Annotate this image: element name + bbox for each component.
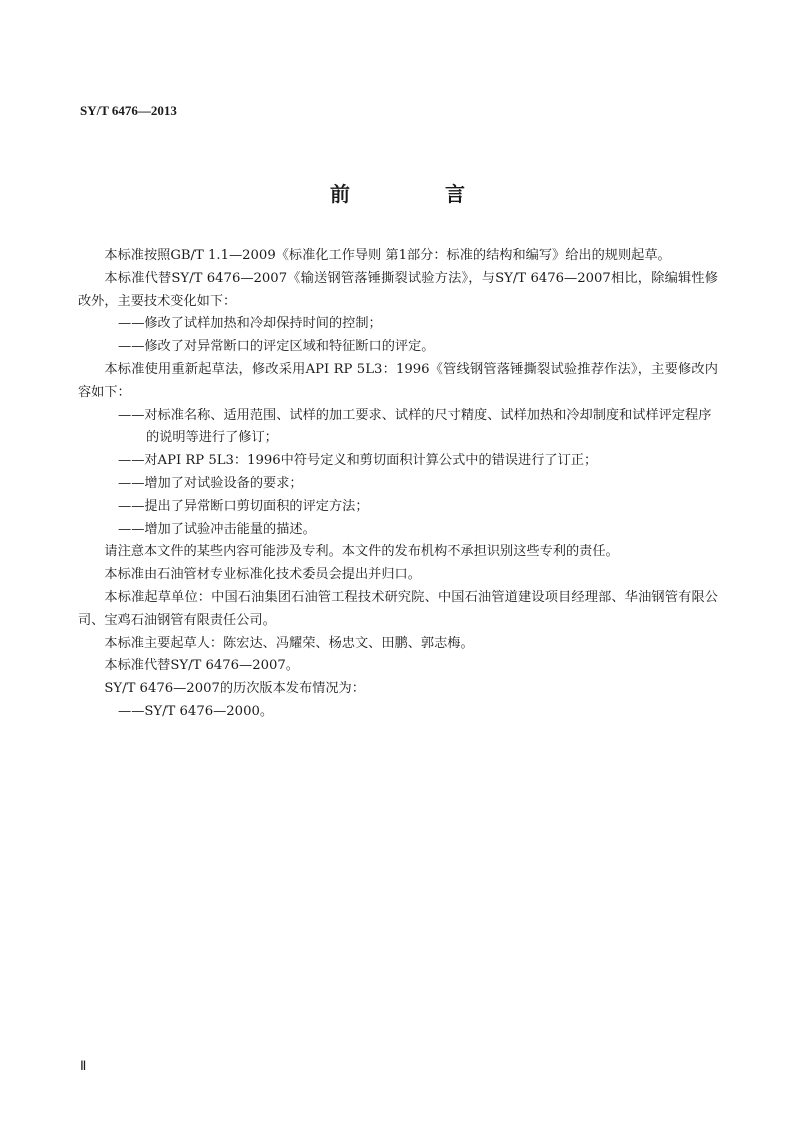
paragraph: SY/T 6476—2007的历次版本发布情况为： <box>104 681 365 697</box>
list-item: ——SY/T 6476—2000。 <box>118 703 274 719</box>
paragraph: 本标准代替SY/T 6476—2007《输送钢管落锤撕裂试验方法》，与SY/T 6476—2007相比，除编辑性修改外，主要技术变化如下： <box>78 270 718 309</box>
paragraph: 本标准起草单位：中国石油集团石油管工程技术研究院、中国石油管道建设项目经理部、华油钢管有限公司、宝鸡石油钢管有限责任公司。 <box>78 589 718 628</box>
paragraph: 请注意本文件的某些内容可能涉及专利。本文件的发布机构不承担识别这些专利的责任。 <box>104 544 619 560</box>
paragraph: 本标准主要起草人：陈宏达、冯耀荣、杨忠文、田鹏、郭志梅。 <box>104 635 474 651</box>
list-item: ——对API RP 5L3：1996中符号定义和剪切面积计算公式中的错误进行了订正； <box>118 453 598 469</box>
list-item: ——对标准名称、适用范围、试样的加工要求、试样的尺寸精度、试样加热和冷却制度和试样评定程序的说明等进行了修订； <box>118 407 712 446</box>
foreword-body <box>78 245 718 724</box>
page-number: Ⅱ <box>80 1058 87 1073</box>
list-item: ——修改了对异常断口的评定区域和特征断口的评定。 <box>118 339 435 355</box>
paragraph: 本标准按照GB/T 1.1—2009《标准化工作导则 第1部分：标准的结构和编写》给出的规则起草。 <box>104 248 671 263</box>
paragraph: 本标准由石油管材专业标准化技术委员会提出并归口。 <box>104 567 421 583</box>
list-item: ——修改了试样加热和冷却保持时间的控制； <box>118 316 382 332</box>
list-item: ——增加了试验冲击能量的描述。 <box>118 521 316 537</box>
page-title: 前 言 <box>330 182 509 206</box>
list-item: ——提出了异常断口剪切面积的评定方法； <box>118 498 369 514</box>
paragraph: 本标准代替SY/T 6476—2007。 <box>104 658 299 674</box>
list-item: ——增加了对试验设备的要求； <box>118 475 303 491</box>
paragraph: 本标准使用重新起草法，修改采用API RP 5L3：1996《管线钢管落锤撕裂试验推荐作法》，主要修改内容如下： <box>78 361 718 400</box>
standard-code: SY/T 6476—2013 <box>80 103 177 118</box>
